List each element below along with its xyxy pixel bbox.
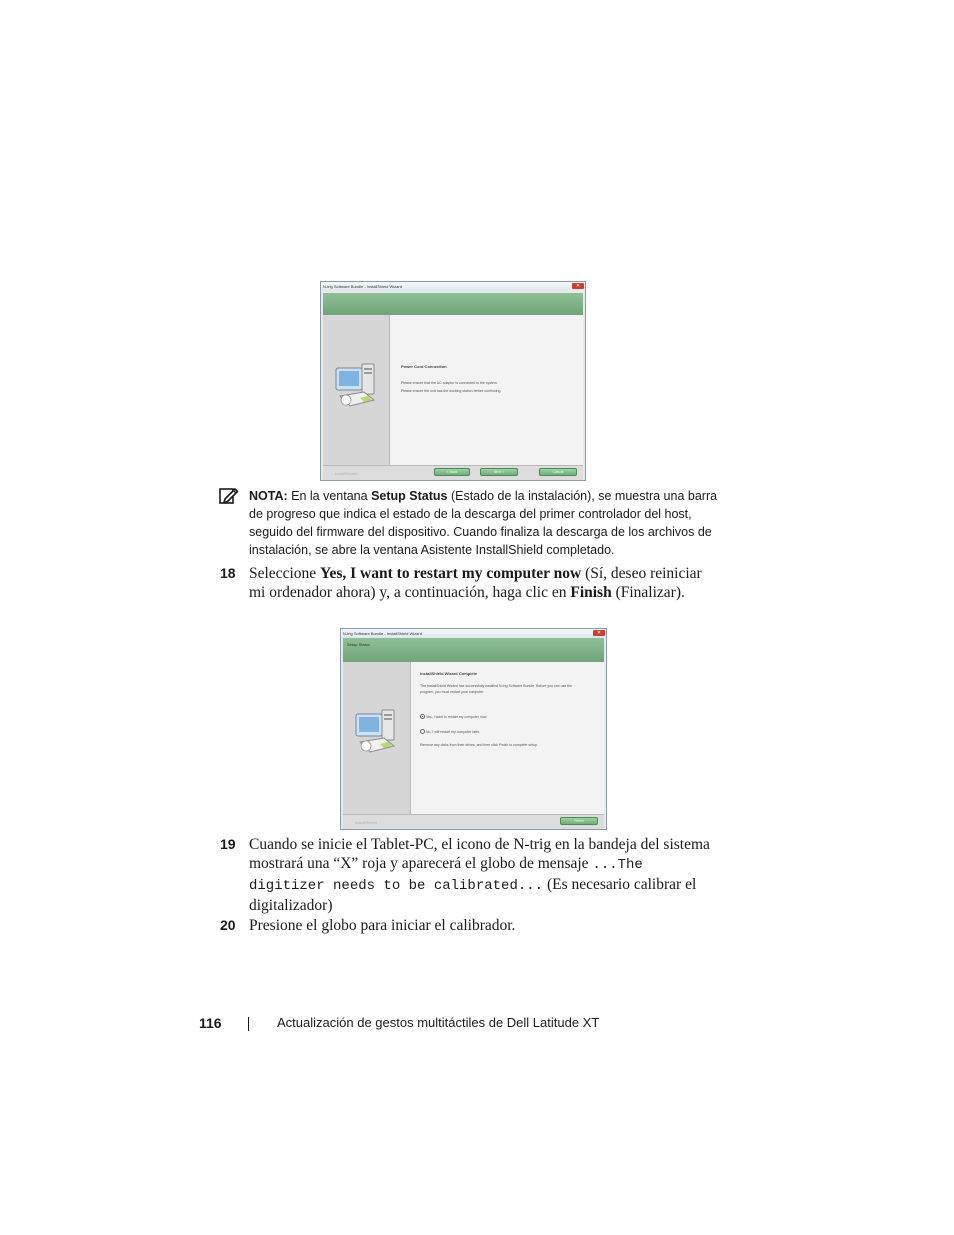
content-line-1: The InstallShield Wizard has successfully installed N-trig Software Bundle. Before you can use the [420,684,573,688]
restart-later-label[interactable]: No, I will restart my computer later. [426,730,480,734]
step-number-19: 19 [220,836,236,852]
step-number-20: 20 [220,917,236,933]
step-19-t1: Cuando se inicie el Tablet-PC, el icono de N-trig en la bandeja del sistema mostrará una “X” roja y aparecerá el globo de mensaje [249,836,710,872]
content-area [411,662,604,814]
header-band: Setup Status [343,638,604,662]
step-18-button-name: Finish [570,584,612,601]
content-title: InstallShield Wizard Complete [420,671,478,676]
restart-now-label[interactable]: Yes, I want to restart my computer now. [426,715,488,719]
footer-divider [248,1017,249,1031]
note-text-after: (Estado de la instalación), se muestra una barra de progreso que indica el estado de la descarga del primer controlador del host, seguido del firmware del dispositivo. Cuando finaliza la descarga de los archivos de instalación, se abre la ventana Asistente InstallShield completado. [249,489,718,557]
left-panel [323,315,390,465]
cancel-button[interactable]: Cancel [539,468,577,476]
note-window-name: Setup Status [371,489,448,503]
step-20-text: Presione el globo para iniciar el calibrador. [249,917,516,934]
note-paragraph [249,487,719,559]
step-18-text [249,564,719,602]
content-line-2: program, you must restart your computer. [420,690,485,694]
finish-button[interactable]: Finish [560,817,598,825]
installshield-brand: InstallShield [355,820,377,825]
content-area [390,315,583,465]
step-19-code: ...The digitizer needs to be calibrated... [249,857,643,894]
header-band [323,293,583,315]
computer-setup-icon [334,362,380,410]
restart-now-radio[interactable] [420,714,425,719]
page-number: 116 [199,1015,222,1031]
step-19-t2: (Es necesario calibrar el digitalizador) [249,876,697,914]
content-line-2: Please ensure the unit has the docking station before continuing. [401,389,502,393]
content-line-1: Please ensure that the AC adaptor is connected to the system. [401,381,498,385]
note-label: NOTA: [249,489,288,503]
restart-later-radio[interactable] [420,729,425,734]
step-18-t1: Seleccione [249,565,321,582]
footer-title: Actualización de gestos multitáctiles de Dell Latitude XT [277,1015,600,1030]
close-icon[interactable]: ✕ [572,283,584,289]
installshield-brand: InstallShield [335,471,357,476]
content-title: Power Cord Connection [401,364,447,369]
button-bar [323,465,583,480]
screenshot-power-cord-connection [320,281,586,481]
step-18-t3: (Finalizar). [611,584,685,601]
computer-setup-icon [354,708,400,756]
left-panel [343,662,411,814]
content-line-3: Remove any disks from their drives, and then click Finish to complete setup. [420,743,538,747]
step-18-option: Yes, I want to restart my computer now [320,565,582,582]
window-title: N-trig Software Bundle - InstallShield Wizard [341,629,606,638]
next-button[interactable]: Next > [480,468,518,476]
step-18-t2: (Sí, deseo reiniciar mi ordenador ahora) y, a continuación, haga clic en [249,565,702,601]
back-button[interactable]: < Back [434,468,470,476]
screenshot-installshield-complete [340,628,607,830]
pencil-note-icon [219,487,239,505]
button-bar [343,814,604,829]
note-text-before: En la ventana [287,489,372,503]
close-icon[interactable]: ✕ [593,630,605,636]
step-number-18: 18 [220,565,236,581]
window-title: N-trig Software Bundle - InstallShield Wizard [321,282,585,291]
step-19-text [249,835,719,915]
